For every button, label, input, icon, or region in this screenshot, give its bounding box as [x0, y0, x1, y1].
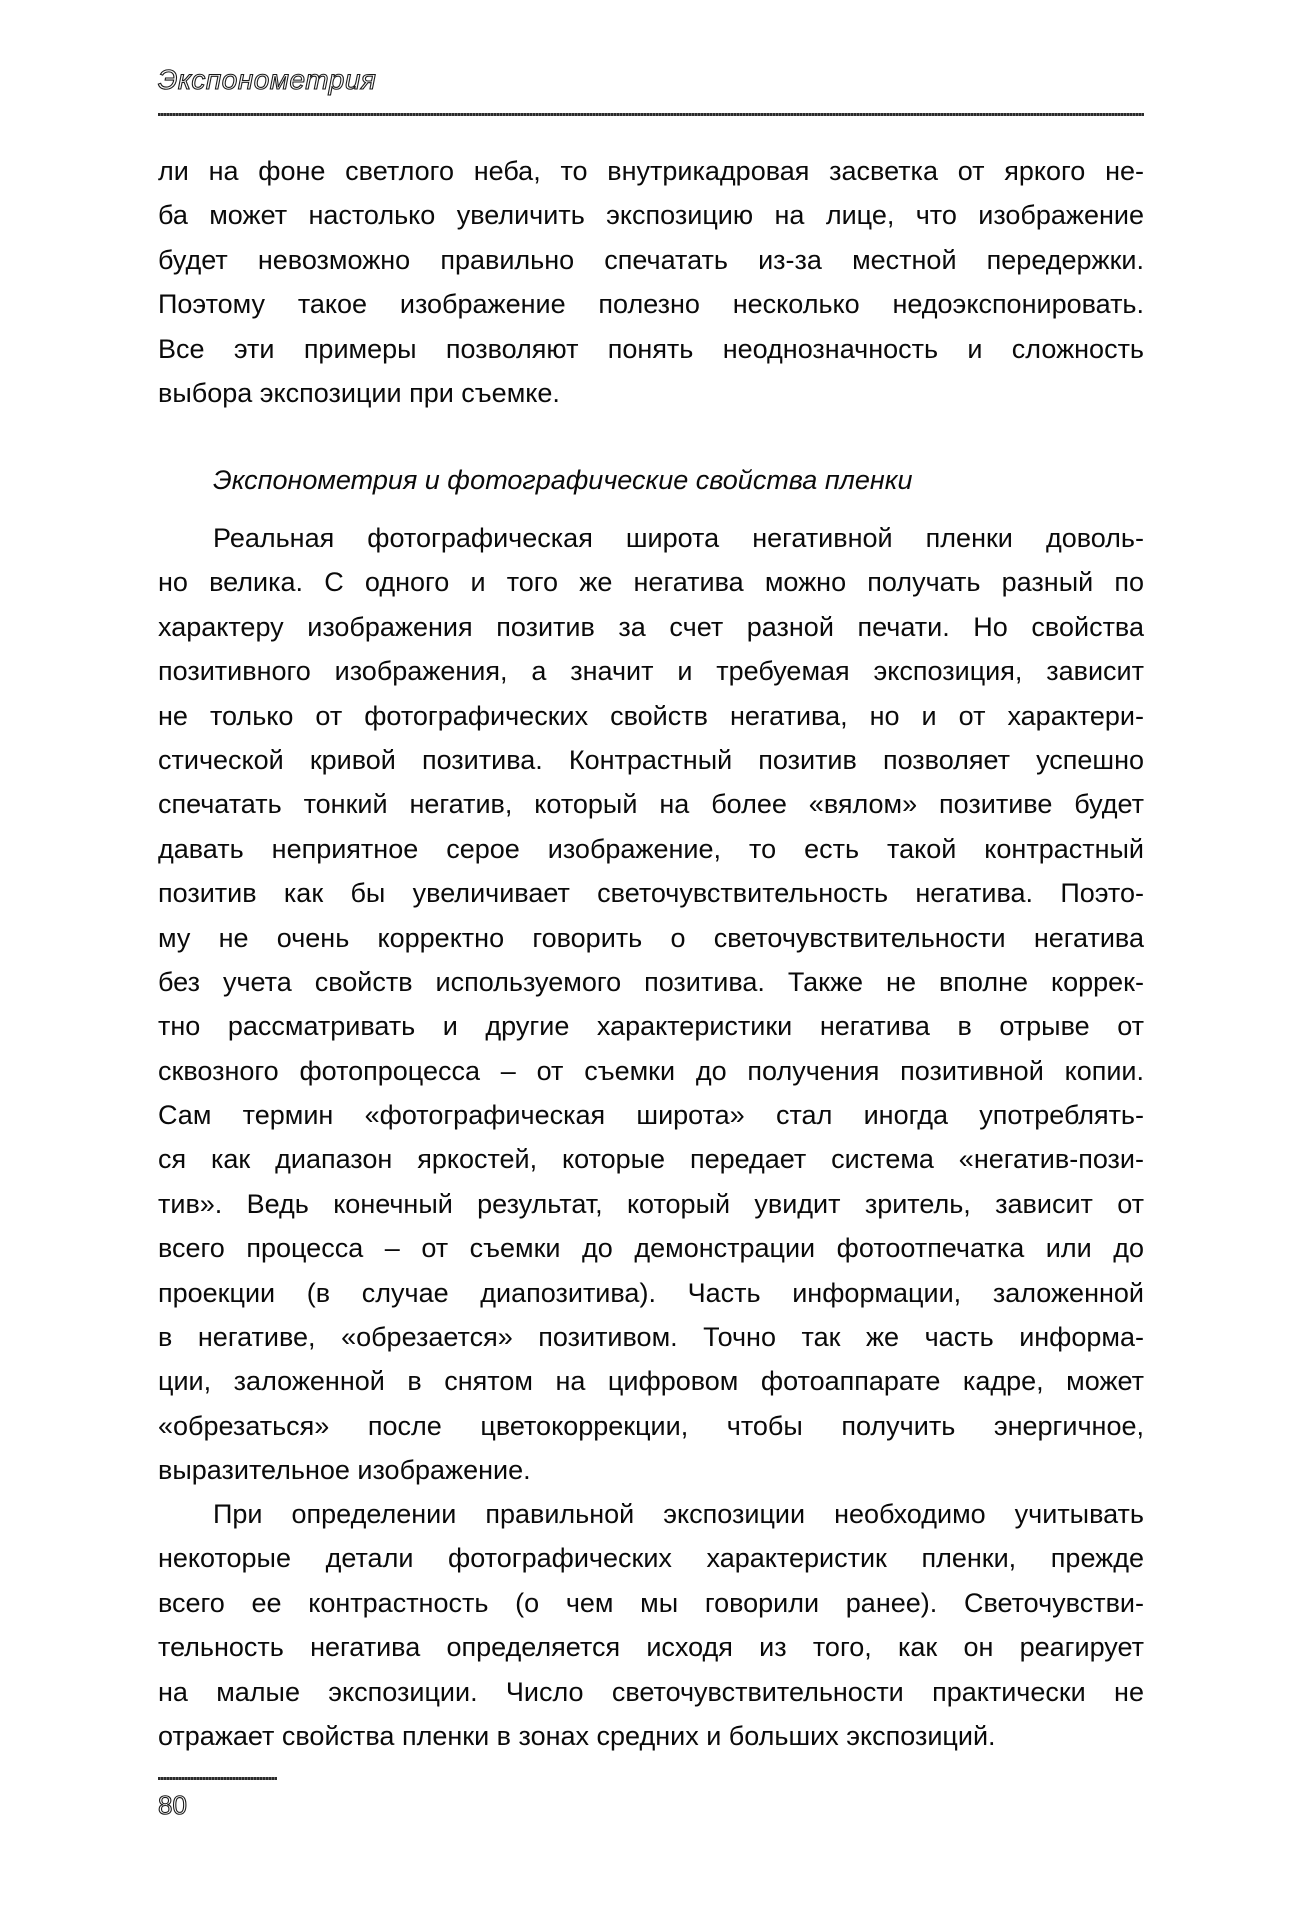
text-line-content: всего процесса – от съемки до демонстрации фотоотпечатка или до [158, 1233, 1144, 1264]
text-line [158, 916, 1144, 960]
text-line [158, 1536, 1144, 1580]
text-line-content: Реальная фотографическая широта негативной пленки доволь- [213, 523, 1144, 553]
text-line [158, 827, 1144, 871]
paragraph [158, 149, 1144, 415]
text-line [158, 782, 1144, 826]
text-line-content: ли на фоне светлого неба, то внутрикадровая засветка от яркого не- [158, 156, 1144, 186]
header-rule [158, 113, 1144, 116]
text-line [158, 1448, 1144, 1492]
text-line [158, 649, 1144, 693]
text-line-content: всего ее контрастность (о чем мы говорили ранее). Светочувстви- [158, 1587, 1144, 1618]
text-line [158, 871, 1144, 915]
text-line [158, 1137, 1144, 1181]
text-line [158, 1226, 1144, 1270]
text-line [158, 327, 1144, 371]
text-line-content: но велика. С одного и того же негатива можно получать разный по [158, 567, 1144, 598]
text-line-content: на малые экспозиции. Число светочувствительности практически не [158, 1676, 1144, 1707]
text-line-content: позитивного изображения, а значит и требуемая экспозиция, зависит [158, 656, 1144, 687]
text-line-content: Сам термин «фотографическая широта» стал иногда употреблять- [158, 1100, 1144, 1131]
text-line [158, 1182, 1144, 1226]
text-line [158, 1670, 1144, 1714]
text-line-content: ся как диапазон яркостей, которые передает система «негатив-пози- [158, 1144, 1144, 1175]
text-line [158, 193, 1144, 237]
text-line-content: позитив как бы увеличивает светочувствительность негатива. Поэто- [158, 878, 1144, 909]
text-line [158, 1714, 1144, 1758]
text-line-content: При определении правильной экспозиции необходимо учитывать [213, 1499, 1144, 1529]
text-line-content: Поэтому такое изображение полезно несколько недоэкспонировать. [158, 289, 1144, 320]
text-line-content: ции, заложенной в снятом на цифровом фотоаппарате кадре, может [158, 1366, 1144, 1397]
text-line [158, 560, 1144, 604]
text-line [158, 1093, 1144, 1137]
text-line-content: тив». Ведь конечный результат, который увидит зритель, зависит от [158, 1188, 1144, 1219]
text-line [158, 694, 1144, 738]
text-line-content: некоторые детали фотографических характеристик пленки, прежде [158, 1543, 1144, 1574]
text-line-content: давать неприятное серое изображение, то есть такой контрастный [158, 833, 1144, 864]
text-line-content: «обрезаться» после цветокоррекции, чтобы получить энергичное, [158, 1410, 1144, 1441]
text-line-content: ба может настолько увеличить экспозицию на лице, что изображение [158, 200, 1144, 231]
text-line [158, 605, 1144, 649]
text-line-content: выразительное изображение. [158, 1455, 531, 1486]
text-line [158, 738, 1144, 782]
text-line [158, 1492, 1144, 1536]
text-line [158, 960, 1144, 1004]
page-number: 80 [158, 1790, 187, 1820]
text-line-content: не только от фотографических свойств негатива, но и от характери- [158, 700, 1144, 731]
text-line [158, 516, 1144, 560]
text-line [158, 1004, 1144, 1048]
paragraph [158, 1492, 1144, 1758]
text-line [158, 238, 1144, 282]
text-line-content: тно рассматривать и другие характеристики негатива в отрыве от [158, 1011, 1144, 1042]
paragraph [158, 516, 1144, 1493]
text-line-content: отражает свойства пленки в зонах средних и больших экспозиций. [158, 1720, 996, 1751]
text-line-content: тельность негатива определяется исходя из того, как он реагирует [158, 1632, 1144, 1663]
footer-rule [158, 1777, 277, 1780]
running-head: Экспонометрия [158, 64, 377, 95]
text-line-content: стической кривой позитива. Контрастный позитив позволяет успешно [158, 744, 1144, 775]
text-line-content: му не очень корректно говорить о светочувствительности негатива [158, 922, 1144, 953]
text-line [158, 282, 1144, 326]
text-line-content: будет невозможно правильно спечатать из-за местной передержки. [158, 244, 1144, 275]
text-line [158, 1359, 1144, 1403]
text-line [158, 149, 1144, 193]
text-line-content: выбора экспозиции при съемке. [158, 377, 560, 408]
text-line [158, 1625, 1144, 1669]
text-line-content: сквозного фотопроцесса – от съемки до получения позитивной копии. [158, 1055, 1144, 1086]
text-line-content: в негативе, «обрезается» позитивом. Точно так же часть информа- [158, 1322, 1144, 1353]
text-line-content: характеру изображения позитив за счет разной печати. Но свойства [158, 611, 1144, 642]
text-line [158, 1404, 1144, 1448]
text-line-content: проекции (в случае диапозитива). Часть информации, заложенной [158, 1277, 1144, 1308]
text-line-content: Все эти примеры позволяют понять неоднозначность и сложность [158, 333, 1144, 364]
text-line [158, 1581, 1144, 1625]
text-line [158, 1049, 1144, 1093]
text-line [158, 1315, 1144, 1359]
text-line [158, 371, 1144, 415]
text-line-content: без учета свойств используемого позитива. Также не вполне коррек- [158, 966, 1144, 997]
text-line [158, 1271, 1144, 1315]
text-line-content: спечатать тонкий негатив, который на более «вялом» позитиве будет [158, 789, 1144, 820]
section-subheading: Экспонометрия и фотографические свойства пленки [213, 465, 913, 495]
